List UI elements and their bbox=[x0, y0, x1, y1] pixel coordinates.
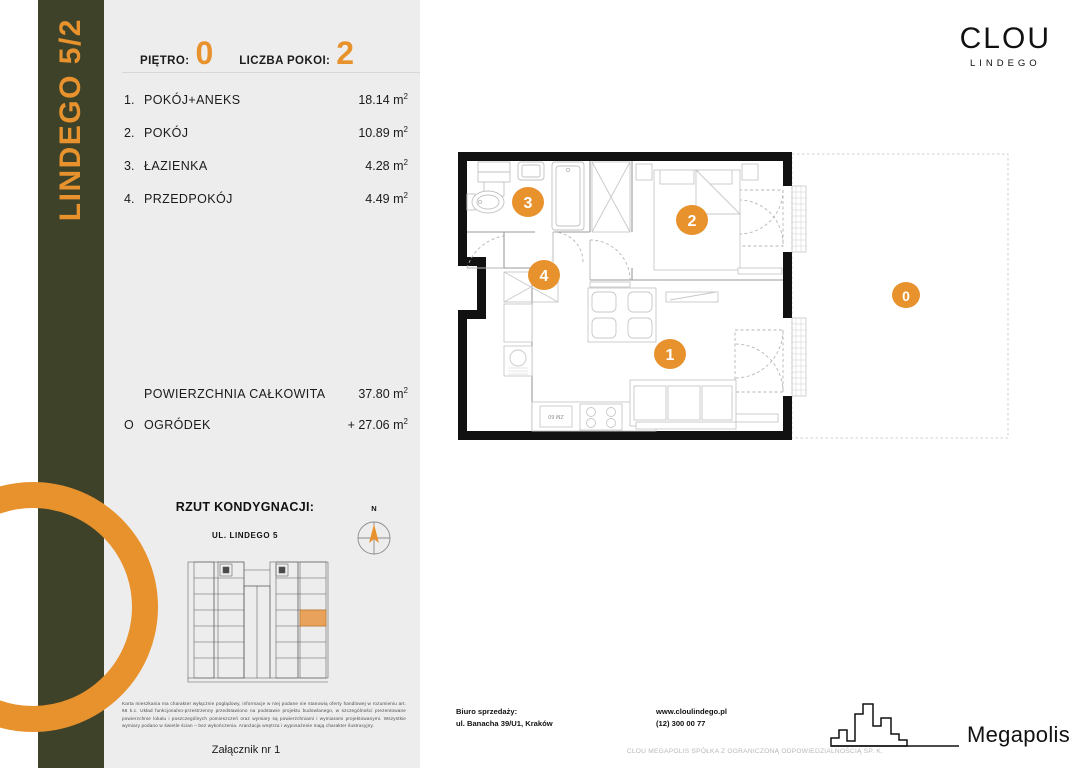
clou-logo bbox=[960, 24, 1051, 69]
contact-block bbox=[656, 706, 727, 731]
room-number: 4. bbox=[124, 192, 135, 207]
keyplan-subtitle: UL. LINDEGO 5 bbox=[211, 531, 279, 540]
keyplan-title: RZUT KONDYGNACJI: bbox=[175, 500, 315, 514]
radiator-icon bbox=[590, 282, 630, 287]
garden-marker: O bbox=[124, 418, 134, 433]
room-list-item bbox=[124, 191, 408, 224]
phone-number[interactable]: (12) 300 00 77 bbox=[656, 719, 706, 729]
room-name: ŁAZIENKA bbox=[144, 159, 208, 174]
megapolis-wordmark: Megapolis bbox=[967, 722, 1070, 747]
room-name: POKÓJ bbox=[144, 126, 189, 141]
room-marker-2-label: 2 bbox=[687, 213, 697, 230]
room-number: 1. bbox=[124, 93, 135, 108]
clou-logo-sub: LINDEGO bbox=[969, 58, 1041, 69]
sales-office-label: Biuro sprzedaży: bbox=[456, 707, 518, 716]
floor-value: 0 bbox=[195, 35, 214, 72]
chair-icon bbox=[592, 292, 616, 312]
room-marker-4 bbox=[528, 260, 560, 290]
floor-plan-drawing bbox=[440, 140, 1020, 460]
sales-office-address: ul. Banacha 39/U1, Kraków bbox=[456, 719, 553, 729]
room-marker-1-label: 1 bbox=[665, 347, 675, 364]
compass-rose bbox=[348, 504, 400, 558]
room-list-item bbox=[124, 92, 408, 125]
keyplan-sitemap bbox=[178, 556, 346, 684]
chair-icon bbox=[628, 318, 652, 338]
room-marker-0 bbox=[892, 282, 920, 308]
attachment-label: Załącznik nr 1 bbox=[211, 744, 281, 756]
total-area-row bbox=[124, 386, 408, 417]
chair-icon bbox=[628, 292, 652, 312]
floor-label: PIĘTRO: bbox=[140, 55, 190, 68]
garden-value: + 27.06 $m^2$ bbox=[347, 417, 408, 433]
clou-logo-main: CLOU bbox=[959, 22, 1051, 55]
room-area: 4.49 $m^2$ bbox=[365, 191, 408, 207]
total-value: 37.80 $m^2$ bbox=[358, 386, 408, 402]
legal-fineprint: Karta mieszkania ma charakter wyłącznie poglądowy, informacje w niej podane nie stanowią oferty handlowej w rozumieniu art. 66 k.c. Układ funkcjonalno-przestrzenny przedstawiono na podstawie projektu budowlanego, w szczególności prezentowane powierzchnie lokalu i poszczególnych pomieszczeń oraz wymiary są powierzchniami i wymiarami projektowanymi. Wszystkie wymiary podano w świetle ścian – bez wykończenia. Aranżacja wnętrza i wyposażenie mają charakter ilustracyjny. bbox=[122, 701, 406, 729]
room-area: 10.89 $m^2$ bbox=[358, 125, 408, 141]
room-list-item bbox=[124, 125, 408, 158]
keyplan-highlighted-unit bbox=[300, 610, 326, 626]
nightstand-icon bbox=[742, 164, 758, 180]
room-marker-2 bbox=[676, 205, 708, 235]
room-name: PRZEDPOKÓJ bbox=[144, 192, 233, 207]
compass-north-label: N bbox=[371, 504, 377, 513]
garden-label: OGRÓDEK bbox=[144, 418, 211, 433]
room-count-label: LICZBA POKOI: bbox=[239, 55, 331, 68]
room-area: 4.28 $m^2$ bbox=[365, 158, 408, 174]
cooktop-icon bbox=[580, 404, 622, 430]
side-table-icon bbox=[736, 414, 778, 422]
garden-area-row bbox=[124, 417, 408, 448]
room-count-value: 2 bbox=[336, 35, 355, 72]
chair-icon bbox=[592, 318, 616, 338]
room-number: 2. bbox=[124, 126, 135, 141]
room-marker-1 bbox=[654, 339, 686, 369]
room-marker-4-label: 4 bbox=[539, 268, 549, 285]
room-marker-3-label: 3 bbox=[523, 195, 533, 212]
room-area: 18.14 $m^2$ bbox=[358, 92, 408, 108]
totals-list bbox=[124, 386, 408, 448]
info-panel bbox=[104, 0, 420, 768]
tv-console-icon bbox=[666, 292, 718, 302]
floor-indicator bbox=[140, 35, 214, 72]
nightstand-icon bbox=[636, 164, 652, 180]
room-list bbox=[124, 92, 408, 224]
page-footer bbox=[440, 700, 1070, 762]
room-marker-3 bbox=[512, 187, 544, 217]
room-name: POKÓJ+ANEKS bbox=[144, 93, 241, 108]
sales-office-block bbox=[456, 706, 553, 731]
megapolis-logo bbox=[829, 700, 1070, 752]
tall-cabinet-icon bbox=[504, 304, 532, 342]
room-list-item bbox=[124, 158, 408, 191]
website-link[interactable]: www.cloulindego.pl bbox=[656, 707, 728, 716]
dishwasher-label: ZM 60 bbox=[548, 413, 564, 419]
radiator-icon bbox=[738, 268, 782, 274]
total-label: POWIERZCHNIA CAŁKOWITA bbox=[144, 387, 326, 402]
unit-vertical-title-text: LINDEGO 5/2 bbox=[54, 18, 87, 222]
room-marker-0-label: 0 bbox=[902, 288, 910, 304]
megapolis-skyline-icon bbox=[829, 700, 959, 752]
toilet-icon bbox=[467, 191, 504, 213]
panel-header bbox=[104, 22, 420, 72]
company-legal-name: CLOU MEGAPOLIS SPÓŁKA Z OGRANICZONĄ ODPOWIEDZIALNOŚCIĄ SP. K. bbox=[626, 748, 884, 755]
room-number: 3. bbox=[124, 159, 135, 174]
header-divider bbox=[122, 72, 420, 73]
room-count-indicator bbox=[239, 35, 355, 72]
